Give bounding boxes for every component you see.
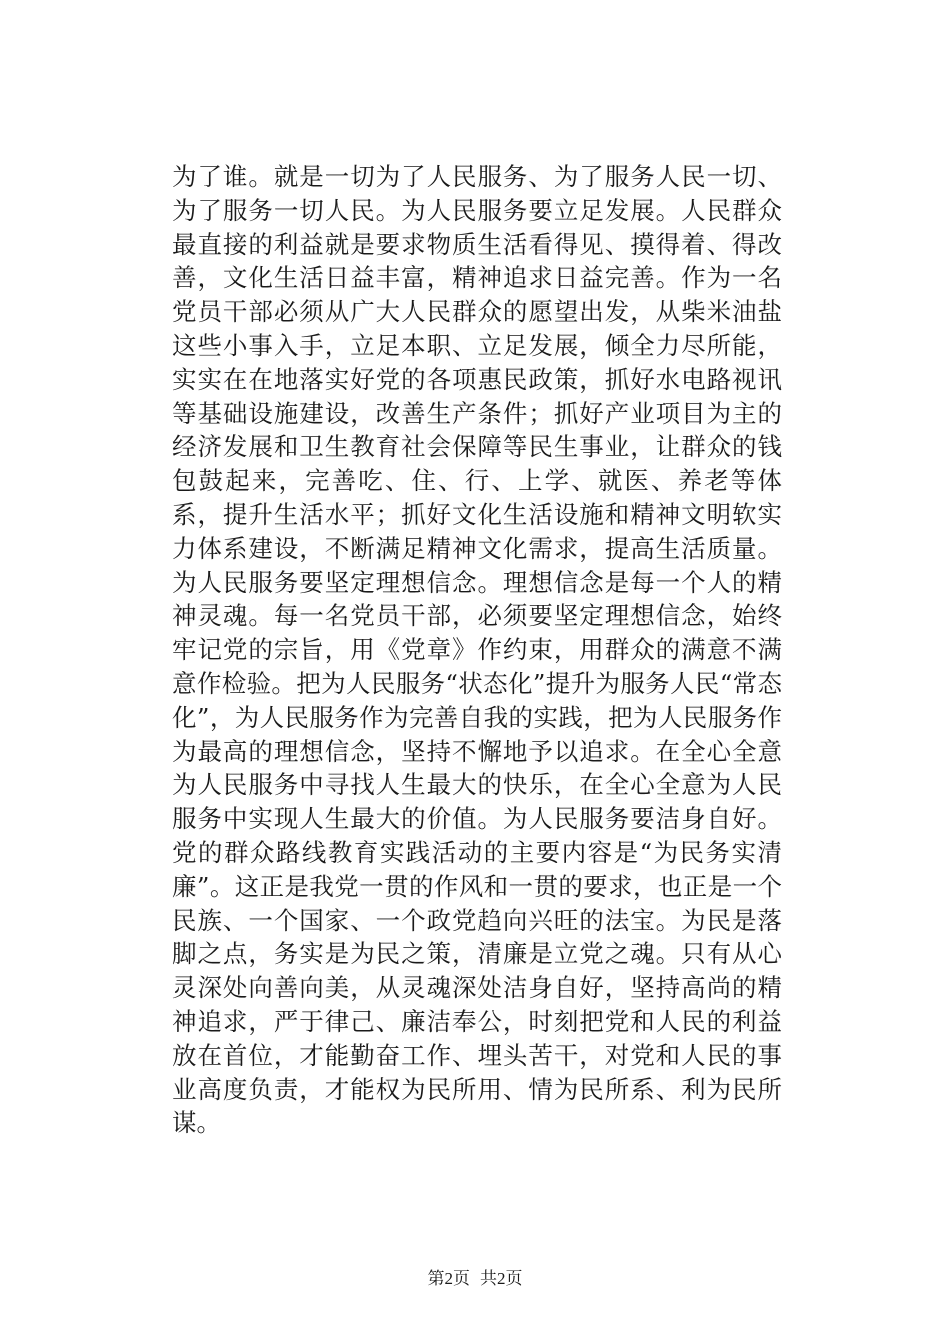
page-footer: [0, 1268, 950, 1290]
page-number-total: 共2页: [480, 1269, 523, 1288]
body-paragraph: 为了谁。就是一切为了人民服务、为了服务人民一切、为了服务一切人民。为人民服务要立足发展。人民群众最直接的利益就是要求物质生活看得见、摸得着、得改善，文化生活日益丰富，精神追求日益完善。作为一名党员干部必须从广大人民群众的愿望出发，从柴米油盐这些小事入手，立足本职、立足发展，倾全力尽所能，实实在在地落实好党的各项惠民政策，抓好水电路视讯等基础设施建设，改善生产条件；抓好产业项目为主的经济发展和卫生教育社会保障等民生事业，让群众的钱包鼓起来，完善吃、住、行、上学、就医、养老等体系，提升生活水平；抓好文化生活设施和精神文明软实力体系建设，不断满足精神文化需求，提高生活质量。为人民服务要坚定理想信念。理想信念是每一个人的精神灵魂。每一名党员干部，必须要坚定理想信念，始终牢记党的宗旨，用《党章》作约束，用群众的满意不满意作检验。把为人民服务“状态化”提升为服务人民“常态化”，为人民服务作为完善自我的实践，把为人民服务作为最高的理想信念，坚持不懈地予以追求。在全心全意为人民服务中寻找人生最大的快乐，在全心全意为人民服务中实现人生最大的价值。为人民服务要洁身自好。党的群众路线教育实践活动的主要内容是“为民务实清廉”。这正是我党一贯的作风和一贯的要求，也正是一个民族、一个国家、一个政党趋向兴旺的法宝。为民是落脚之点，务实是为民之策，清廉是立党之魂。只有从心灵深处向善向美，从灵魂深处洁身自好，坚持高尚的精神追求，严于律己、廉洁奉公，时刻把党和人民的利益放在首位，才能勤奋工作、埋头苦干，对党和人民的事业高度负责，才能权为民所用、情为民所系、利为民所谋。: [172, 162, 782, 1138]
page-number-current: 第2页: [427, 1269, 470, 1288]
